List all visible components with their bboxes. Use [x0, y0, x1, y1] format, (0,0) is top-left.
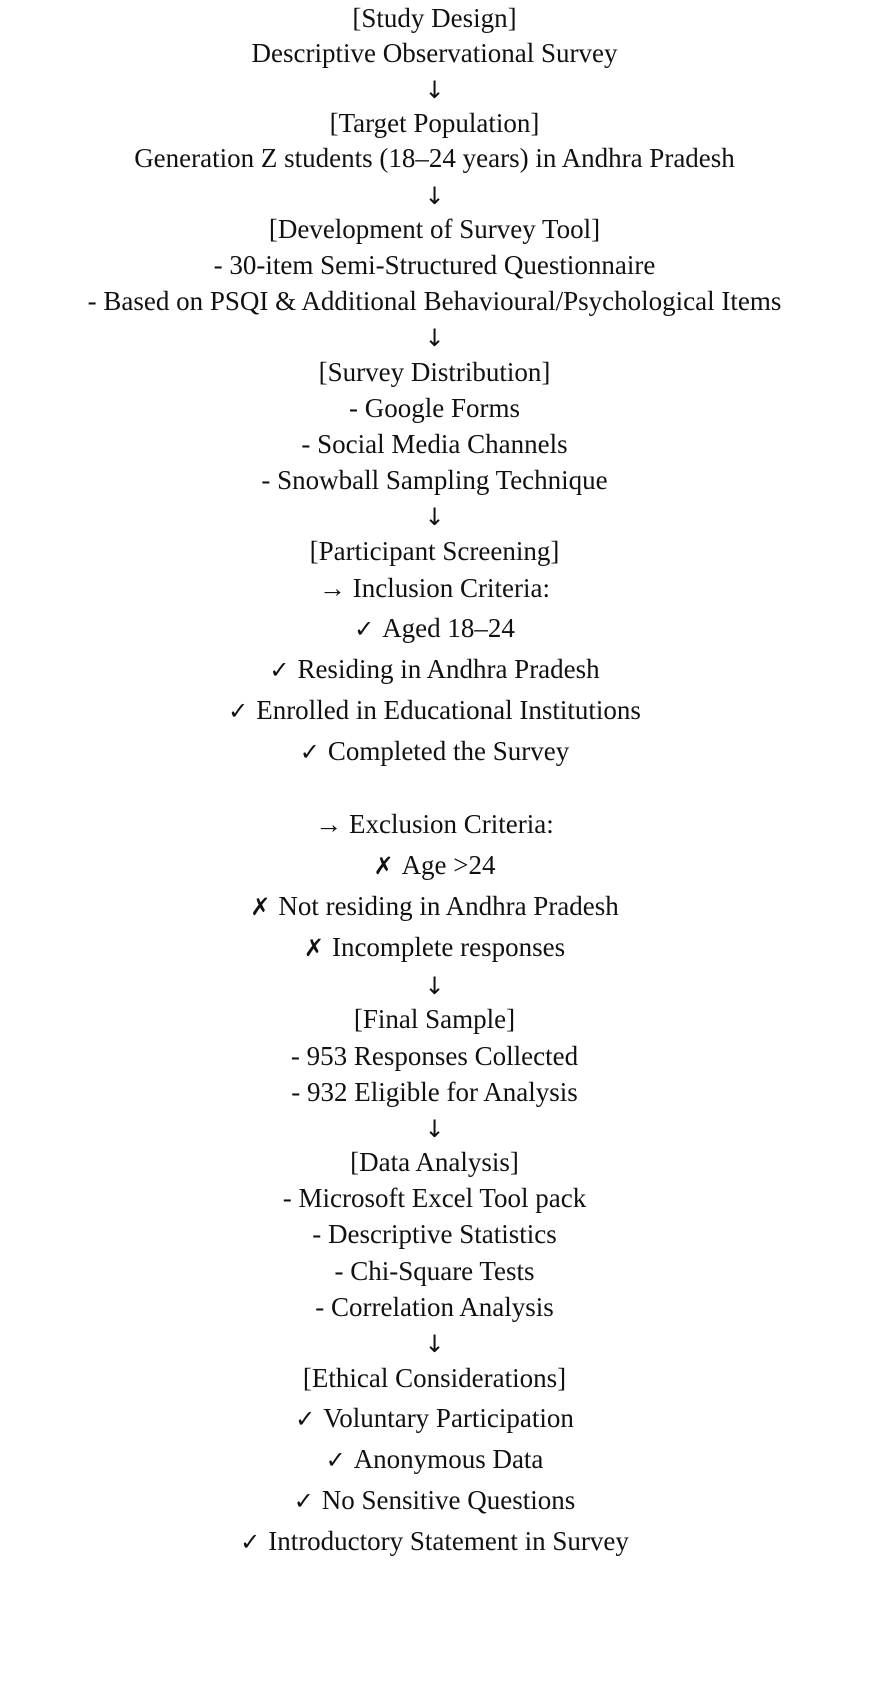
ethical-item-text: Introductory Statement in Survey: [268, 1526, 629, 1556]
final-sample-item: - 932 Eligible for Analysis: [291, 1077, 578, 1107]
data-analysis-heading: [Data Analysis]: [350, 1147, 519, 1177]
inclusion-criteria-label: → Inclusion Criteria:: [319, 573, 550, 603]
survey-distribution-item: - Social Media Channels: [301, 429, 568, 459]
target-population-heading: [Target Population]: [329, 108, 540, 138]
inclusion-item-text: Aged 18–24: [382, 613, 515, 643]
down-arrow-icon: ↓: [424, 76, 445, 104]
final-sample-heading: [Final Sample]: [353, 1004, 516, 1034]
ethical-considerations-heading: [Ethical Considerations]: [302, 1363, 567, 1393]
ethical-item-text: Voluntary Participation: [323, 1403, 574, 1433]
exclusion-item: [0, 931, 869, 964]
checkmark-icon: ✓: [228, 697, 249, 725]
checkmark-icon: ✓: [293, 1487, 314, 1515]
cross-mark-icon: ✗: [250, 893, 271, 921]
ethical-item: [0, 1443, 869, 1476]
survey-tool-item: - Based on PSQI & Additional Behavioural/Psychological Items: [87, 286, 782, 316]
checkmark-icon: ✓: [295, 1405, 316, 1433]
checkmark-icon: ✓: [325, 1446, 346, 1474]
study-design-heading: [Study Design]: [352, 3, 517, 33]
down-arrow-icon: ↓: [424, 972, 445, 1000]
down-arrow-icon: ↓: [424, 182, 445, 210]
ethical-item-text: No Sensitive Questions: [321, 1485, 576, 1515]
checkmark-icon: ✓: [240, 1528, 261, 1556]
ethical-item: [0, 1484, 869, 1517]
cross-mark-icon: ✗: [303, 934, 324, 962]
survey-tool-heading: [Development of Survey Tool]: [268, 214, 601, 244]
data-analysis-item: - Chi-Square Tests: [334, 1256, 535, 1286]
checkmark-icon: ✓: [354, 615, 375, 643]
data-analysis-item: - Descriptive Statistics: [312, 1219, 557, 1249]
cross-mark-icon: ✗: [373, 852, 394, 880]
checkmark-icon: ✓: [299, 738, 320, 766]
final-sample-item: - 953 Responses Collected: [290, 1041, 579, 1071]
inclusion-item: [0, 694, 869, 727]
exclusion-item-text: Not residing in Andhra Pradesh: [278, 891, 619, 921]
down-arrow-icon: ↓: [424, 1330, 445, 1358]
down-arrow-icon: ↓: [424, 324, 445, 352]
exclusion-item-text: Incomplete responses: [331, 932, 566, 962]
data-analysis-item: - Microsoft Excel Tool pack: [282, 1183, 587, 1213]
survey-distribution-item: - Snowball Sampling Technique: [261, 465, 608, 495]
survey-tool-item: - 30-item Semi-Structured Questionnaire: [213, 250, 656, 280]
data-analysis-item: - Correlation Analysis: [315, 1292, 554, 1322]
exclusion-criteria-label: → Exclusion Criteria:: [315, 809, 554, 839]
inclusion-item-text: Residing in Andhra Pradesh: [297, 654, 600, 684]
checkmark-icon: ✓: [269, 656, 290, 684]
inclusion-item-text: Enrolled in Educational Institutions: [256, 695, 641, 725]
exclusion-item-text: Age >24: [401, 850, 496, 880]
inclusion-item: [0, 612, 869, 645]
survey-distribution-item: - Google Forms: [349, 393, 520, 423]
inclusion-item: [0, 653, 869, 686]
inclusion-item-text: Completed the Survey: [327, 736, 570, 766]
participant-screening-heading: [Participant Screening]: [309, 536, 560, 566]
exclusion-item: [0, 849, 869, 882]
down-arrow-icon: ↓: [424, 1115, 445, 1143]
down-arrow-icon: ↓: [424, 503, 445, 531]
survey-distribution-heading: [Survey Distribution]: [318, 357, 551, 387]
inclusion-item: [0, 735, 869, 768]
ethical-item-text: Anonymous Data: [353, 1444, 544, 1474]
ethical-item: [0, 1525, 869, 1558]
exclusion-item: [0, 890, 869, 923]
ethical-item: [0, 1402, 869, 1435]
study-design-text: Descriptive Observational Survey: [251, 38, 618, 68]
target-population-text: Generation Z students (18–24 years) in Andhra Pradesh: [134, 143, 735, 173]
